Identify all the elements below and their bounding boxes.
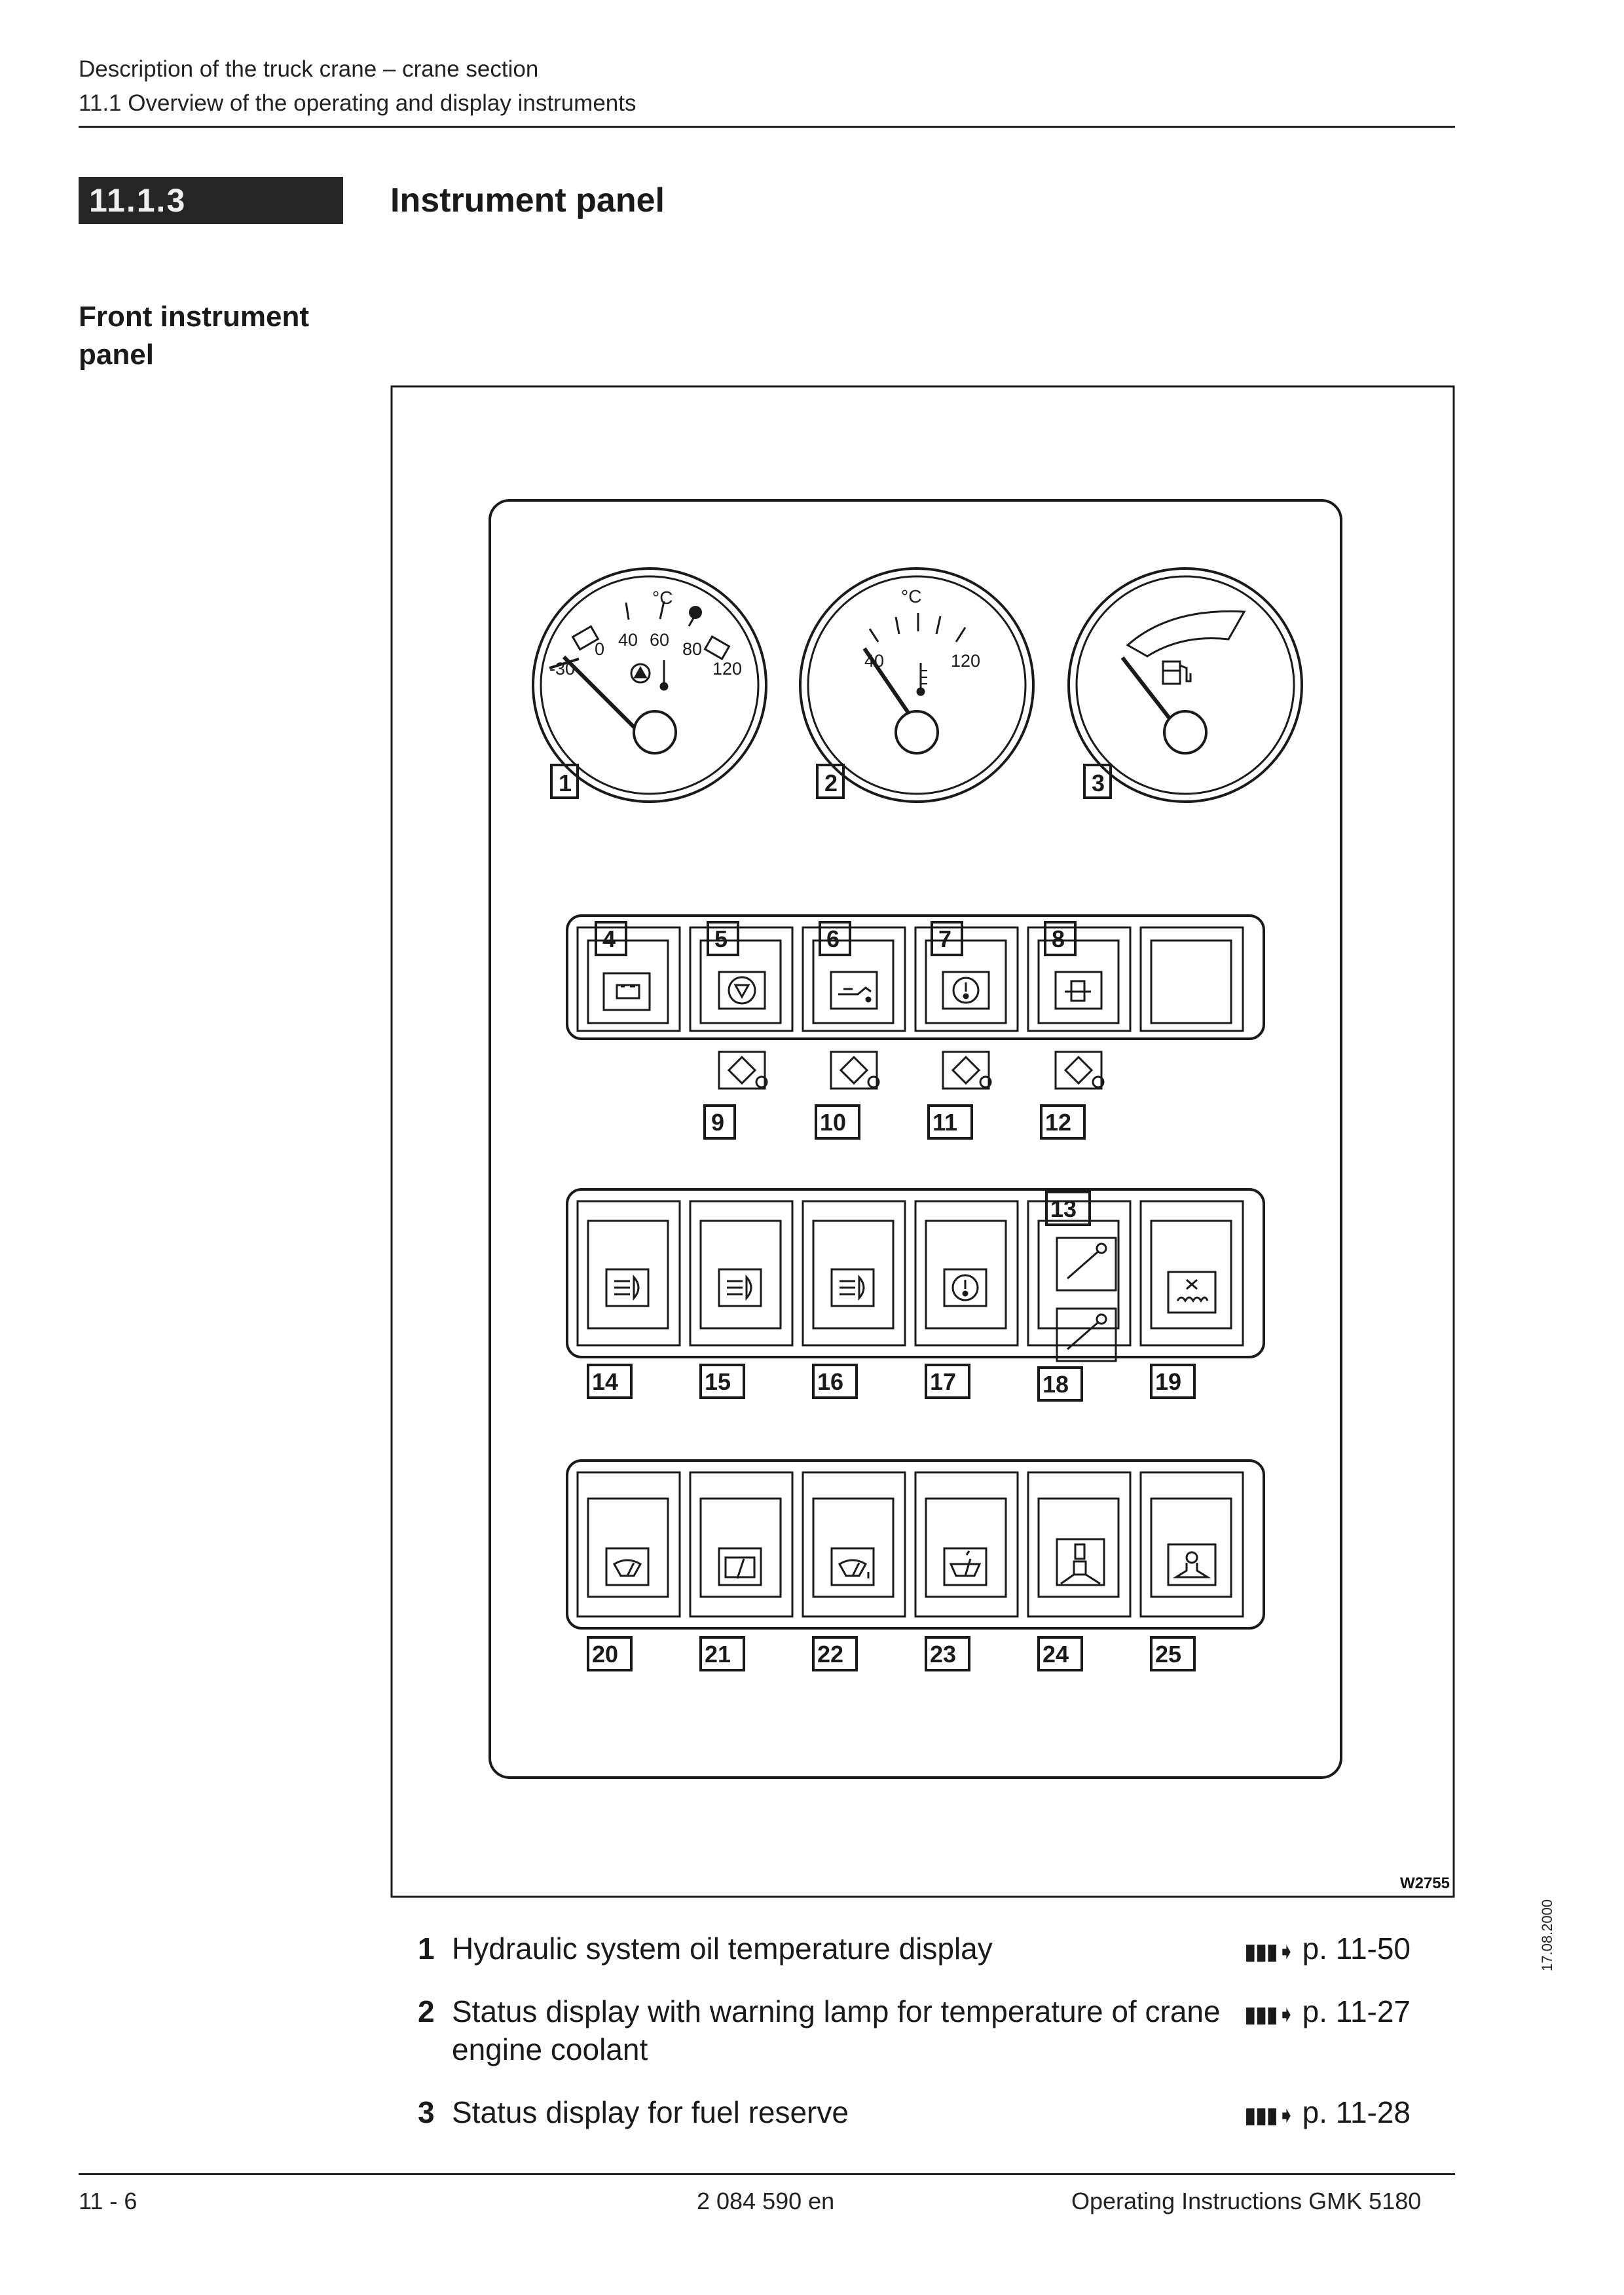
date-stamp: 17.08.2000 <box>1539 1899 1555 1971</box>
callout-3: 3 <box>1092 770 1105 796</box>
callout-14: 14 <box>592 1368 619 1395</box>
callout-9: 9 <box>711 1109 725 1136</box>
windscreen-wiper-icon <box>606 1548 648 1585</box>
legend-number: 1 <box>418 1931 435 1966</box>
hydraulic-oil-temperature-icon <box>631 660 667 690</box>
manual-title: Operating Instructions GMK 5180 <box>1071 2188 1422 2214</box>
switch-row-2 <box>567 1189 1264 1400</box>
gauge-1-tick-0: 0 <box>595 639 605 659</box>
side-heading-line2: panel <box>79 339 154 371</box>
callout-10: 10 <box>820 1109 847 1136</box>
callout-18: 18 <box>1043 1371 1069 1398</box>
callout-20: 20 <box>592 1641 619 1668</box>
callout-1: 1 <box>559 770 572 796</box>
gauge-1-tick-40: 40 <box>618 630 638 650</box>
page-reference-text: p. 11-27 <box>1302 1994 1411 2028</box>
footer-rule <box>79 2173 1455 2175</box>
oil-can-icon <box>831 972 877 1009</box>
section-number: 11.1.3 <box>79 177 343 224</box>
callout-4: 4 <box>602 925 616 952</box>
diagnosis-icon <box>719 1052 1103 1089</box>
callout-8: 8 <box>1052 925 1065 952</box>
gauge-1-tick-minus30: -30 <box>549 659 576 679</box>
callout-23: 23 <box>930 1641 957 1668</box>
callout-15: 15 <box>705 1368 731 1395</box>
battery-icon <box>604 973 650 1010</box>
page-reference-text: p. 11-50 <box>1302 1931 1411 1966</box>
engine-warning-icon <box>944 1269 986 1306</box>
gauge-2-coolant-temperature <box>800 569 1033 802</box>
coolant-temperature-icon <box>917 663 927 695</box>
washer-icon <box>944 1548 986 1585</box>
arrow-icon: ▮▮▮➧ <box>1244 2002 1295 2027</box>
headlight-icon <box>606 1269 874 1306</box>
seat-icon <box>1057 1539 1104 1585</box>
roof-wiper-icon <box>719 1548 761 1585</box>
side-heading <box>79 298 309 374</box>
callout-5: 5 <box>714 925 728 952</box>
page-reference-link[interactable] <box>1244 1930 1411 1971</box>
arrow-icon: ▮▮▮➧ <box>1244 2103 1295 2128</box>
callout-2: 2 <box>824 770 838 796</box>
legend-text: Status display for fuel reserve <box>452 2095 849 2129</box>
header-rule <box>79 126 1455 128</box>
gauge-1-hydraulic-oil-temperature <box>533 569 766 802</box>
page-reference-link[interactable] <box>1244 2093 1411 2135</box>
switch-row-3 <box>567 1461 1264 1670</box>
page-reference-text: p. 11-28 <box>1302 2095 1411 2129</box>
callout-19: 19 <box>1155 1368 1182 1395</box>
callout-24: 24 <box>1043 1641 1069 1668</box>
fuel-pump-icon <box>1163 662 1190 684</box>
legend-item-3 <box>418 2093 1455 2133</box>
callout-22: 22 <box>817 1641 844 1668</box>
callout-13: 13 <box>1050 1195 1077 1222</box>
legend-item-2 <box>418 1992 1455 2071</box>
gauge-1-tick-60: 60 <box>650 630 670 650</box>
air-filter-icon <box>719 972 765 1009</box>
callout-17: 17 <box>930 1368 957 1395</box>
gauge-2-unit: °C <box>901 586 922 606</box>
side-heading-line1: Front instrument <box>79 301 309 333</box>
running-header-line1: Description of the truck crane – crane section <box>79 56 539 82</box>
engine-warning-icon <box>943 972 989 1009</box>
callout-21: 21 <box>705 1641 731 1668</box>
document-number: 2 084 590 en <box>697 2188 835 2214</box>
gauge-1-tick-120: 120 <box>712 659 743 679</box>
callout-12: 12 <box>1045 1109 1072 1136</box>
horn-icon <box>1168 1544 1215 1585</box>
page-reference-link[interactable] <box>1244 1992 1411 2034</box>
section-title: Instrument panel <box>390 181 665 219</box>
gauge-1-unit: °C <box>652 588 673 608</box>
legend-number: 3 <box>418 2095 435 2129</box>
coolant-level-icon <box>1056 972 1101 1009</box>
gauge-2-tick-40: 40 <box>864 651 885 671</box>
figure-code: W2755 <box>1399 1875 1450 1892</box>
gauge-1-tick-80: 80 <box>682 639 703 659</box>
legend-item-1 <box>418 1930 1455 1969</box>
wiper-interval-icon <box>832 1548 874 1585</box>
row3-callouts <box>588 1637 1194 1670</box>
page-number: 11 - 6 <box>79 2188 138 2214</box>
legend-text: Hydraulic system oil temperature display <box>452 1931 993 1966</box>
legend-number: 2 <box>418 1994 435 2028</box>
callout-25: 25 <box>1155 1641 1182 1668</box>
wrench-icon <box>1057 1238 1116 1361</box>
callout-6: 6 <box>826 925 840 952</box>
legend-text: Status display with warning lamp for temperature of crane engine coolant <box>452 1994 1221 2066</box>
callout-16: 16 <box>817 1368 844 1395</box>
instrument-panel-figure <box>390 385 1455 1898</box>
running-header-line2: 11.1 Overview of the operating and display instruments <box>79 90 637 116</box>
gauge-2-tick-120: 120 <box>951 651 981 671</box>
arrow-icon: ▮▮▮➧ <box>1244 1939 1295 1964</box>
gauge-3-fuel-reserve <box>1069 569 1302 802</box>
glow-plug-icon <box>1168 1272 1215 1313</box>
callout-7: 7 <box>938 925 952 952</box>
callout-11: 11 <box>932 1109 958 1136</box>
warning-lamp-row <box>567 916 1264 1138</box>
